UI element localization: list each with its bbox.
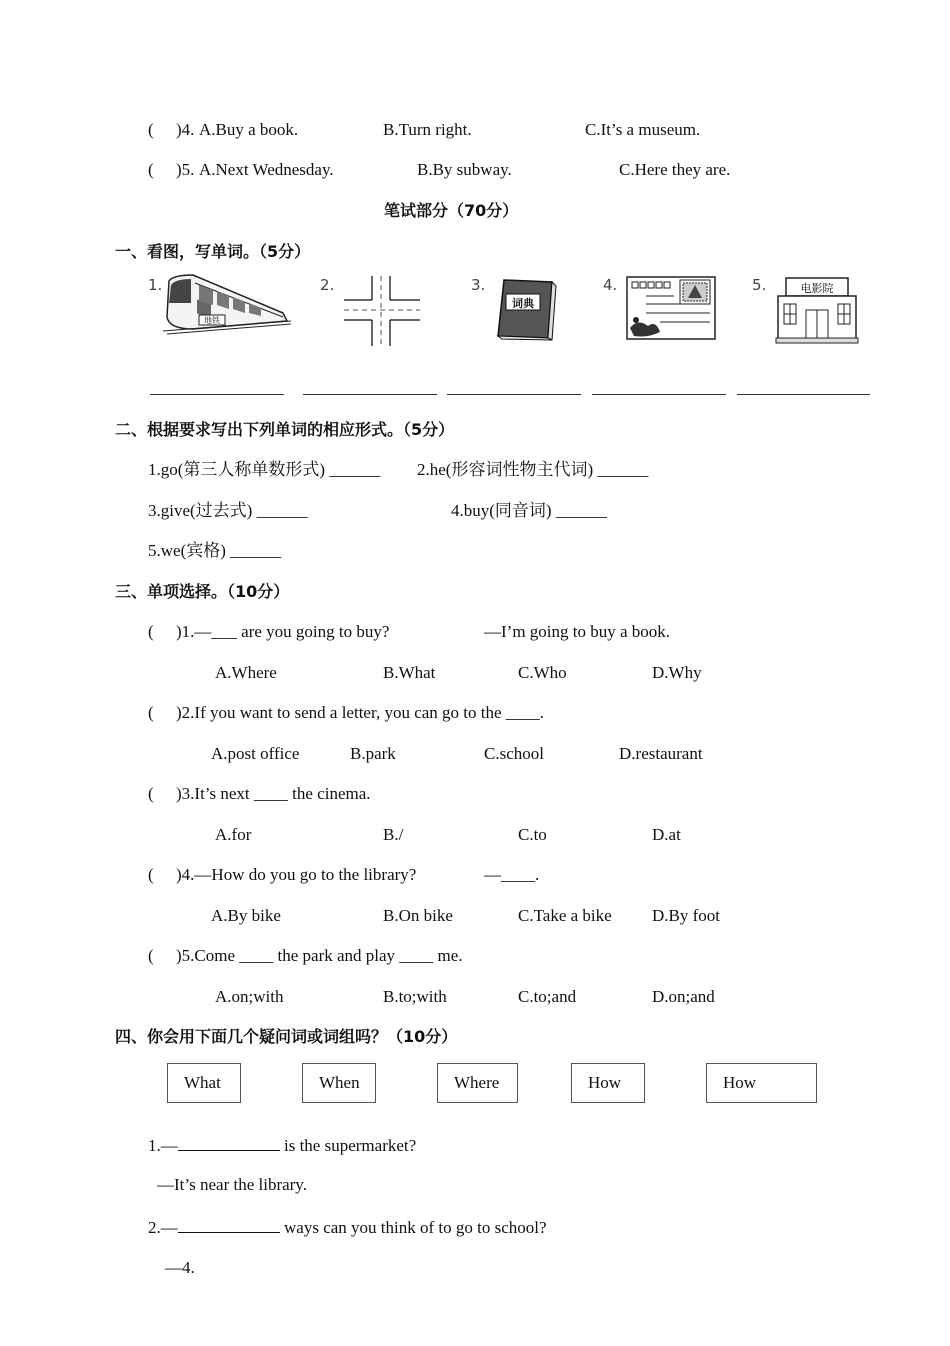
choice-q4-option-d: D.By foot <box>652 906 720 925</box>
choice-q5-stem: )5.Come ____ the park and play ____ me. <box>176 946 463 965</box>
section4-title: 四、你会用下面几个疑问词或词组吗？（10分） <box>115 1027 458 1046</box>
listen-q5-num: )5. <box>176 160 195 179</box>
answer-line-5[interactable] <box>737 394 870 395</box>
choice-q3-option-b: B./ <box>383 825 404 844</box>
listen-q4-paren[interactable]: ( <box>148 120 154 139</box>
listen-q5-paren[interactable]: ( <box>148 160 154 179</box>
word-form-item-4[interactable]: 4.buy(同音词) ______ <box>451 501 607 520</box>
choice-q5-option-c: C.to;and <box>518 987 577 1006</box>
subway-train-icon <box>163 273 291 335</box>
choice-q1-option-a: A.Where <box>215 663 277 682</box>
choice-q2-paren[interactable]: ( <box>148 703 154 722</box>
choice-q2-option-a: A.post office <box>211 744 300 763</box>
postcard-icon <box>626 276 716 340</box>
fill-q1 <box>148 1134 416 1156</box>
word-box-how-2: How <box>706 1063 817 1103</box>
fill-a2: —4. <box>165 1258 195 1277</box>
choice-q5-paren[interactable]: ( <box>148 946 154 965</box>
listen-q4-a: A.Buy a book. <box>199 120 299 139</box>
fill-q1-prefix: 1.— <box>148 1136 178 1155</box>
choice-q2-stem: )2.If you want to send a letter, you can go to the ____. <box>176 703 545 722</box>
cinema-label: 电影院 <box>800 282 834 295</box>
choice-q5-option-b: B.to;with <box>383 987 447 1006</box>
choice-q4-stem: )4.—How do you go to the library? <box>176 865 417 884</box>
answer-line-1[interactable] <box>150 394 284 395</box>
pic2-num: 2. <box>320 276 335 294</box>
choice-q3-option-a: A.for <box>215 825 252 844</box>
pic5-num: 5. <box>752 276 767 294</box>
word-box-where: Where <box>437 1063 518 1103</box>
fill-q1-suffix: is the supermarket? <box>279 1136 417 1155</box>
fill-q2 <box>148 1216 547 1238</box>
section3-title: 三、单项选择。（10分） <box>115 582 290 601</box>
choice-q3-option-d: D.at <box>652 825 681 844</box>
word-form-item-3[interactable]: 3.give(过去式) ______ <box>148 501 308 520</box>
choice-q1-stem: )1.—___ are you going to buy? <box>176 622 390 641</box>
pic3-num: 3. <box>471 276 486 294</box>
word-box-when: When <box>302 1063 376 1103</box>
fill-q1-blank[interactable] <box>178 1134 280 1151</box>
choice-q5-option-d: D.on;and <box>652 987 715 1006</box>
dictionary-label: 词典 <box>512 297 534 310</box>
word-box-how: How <box>571 1063 645 1103</box>
choice-q1-option-b: B.What <box>383 663 436 682</box>
pic1-num: 1. <box>148 276 163 294</box>
choice-q3-stem: )3.It’s next ____ the cinema. <box>176 784 371 803</box>
choice-q2-option-c: C.school <box>484 744 544 763</box>
choice-q2-option-b: B.park <box>350 744 396 763</box>
fill-q2-suffix: ways can you think of to go to school? <box>279 1218 547 1237</box>
pic4-num: 4. <box>603 276 618 294</box>
choice-q1-option-c: C.Who <box>518 663 567 682</box>
listen-q5-c: C.Here they are. <box>619 160 731 179</box>
choice-q1-paren[interactable]: ( <box>148 622 154 641</box>
fill-q2-blank[interactable] <box>178 1216 280 1233</box>
written-part-title: 笔试部分（70分） <box>384 201 519 220</box>
choice-q2-option-d: D.restaurant <box>619 744 703 763</box>
listen-q5-a: A.Next Wednesday. <box>199 160 334 179</box>
choice-q3-paren[interactable]: ( <box>148 784 154 803</box>
choice-q1-option-d: D.Why <box>652 663 702 682</box>
listen-q4-num: )4. <box>176 120 195 139</box>
choice-q4-paren[interactable]: ( <box>148 865 154 884</box>
word-form-item-2[interactable]: 2.he(形容词性物主代词) ______ <box>417 460 649 479</box>
section1-title: 一、看图，写单词。（5分） <box>115 242 311 261</box>
answer-line-2[interactable] <box>303 394 437 395</box>
choice-q4-option-c: C.Take a bike <box>518 906 612 925</box>
fill-q2-prefix: 2.— <box>148 1218 178 1237</box>
choice-q4-option-a: A.By bike <box>211 906 281 925</box>
section2-title: 二、根据要求写出下列单词的相应形式。（5分） <box>115 420 455 439</box>
choice-q1-reply: —I’m going to buy a book. <box>484 622 671 641</box>
choice-q5-option-a: A.on;with <box>215 987 284 1006</box>
listen-q4-b: B.Turn right. <box>383 120 472 139</box>
word-box-what: What <box>167 1063 241 1103</box>
fill-a1: —It’s near the library. <box>157 1175 307 1194</box>
word-form-item-1[interactable]: 1.go(第三人称单数形式) ______ <box>148 460 381 479</box>
choice-q4-option-b: B.On bike <box>383 906 453 925</box>
cinema-building-icon <box>774 274 860 344</box>
answer-line-3[interactable] <box>447 394 581 395</box>
listen-q4-c: C.It’s a museum. <box>585 120 701 139</box>
dictionary-icon <box>494 276 558 342</box>
choice-q3-option-c: C.to <box>518 825 547 844</box>
word-form-item-5[interactable]: 5.we(宾格) ______ <box>148 541 282 560</box>
crossroads-icon <box>344 276 420 346</box>
listen-q5-b: B.By subway. <box>417 160 512 179</box>
answer-line-4[interactable] <box>592 394 726 395</box>
choice-q4-reply: —____. <box>484 865 540 884</box>
subway-label: 地铁 <box>204 316 220 325</box>
